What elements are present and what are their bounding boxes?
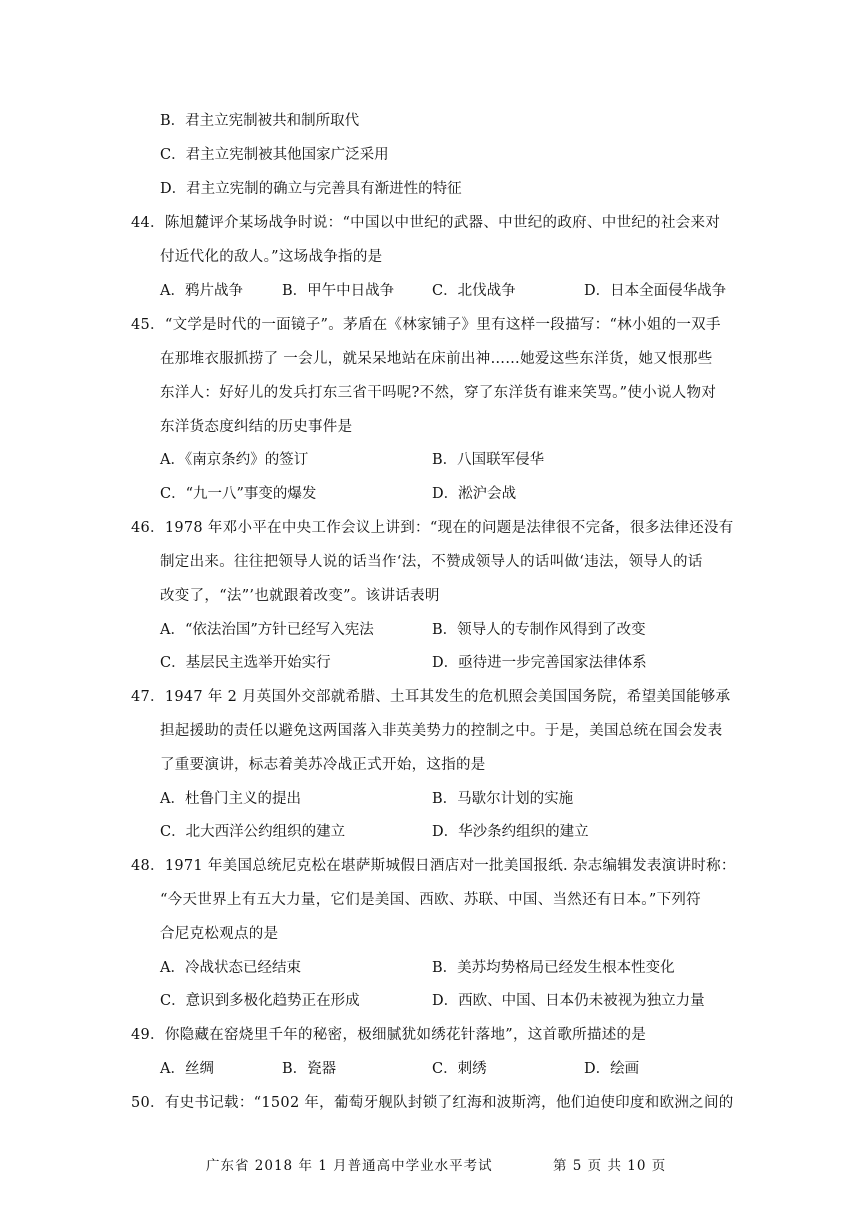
q49-option-d: D．绘画: [584, 1061, 640, 1077]
q47-stem-line-2: 担起援助的责任以避免这两国落入非英美势力的控制之中。于是，美国总统在国会发表: [160, 723, 723, 739]
q47-option-b: B．马歇尔计划的实施: [432, 791, 574, 807]
q44-option-c: C．北伐战争: [432, 283, 516, 299]
q48-option-c: C．意识到多极化趋势正在形成: [160, 993, 360, 1009]
q45-stem-line-3: 东洋人：好好儿的发兵打东三省干吗呢?不然，穿了东洋货有谁来笑骂。”使小说人物对: [160, 385, 717, 401]
q46-option-c: C．基层民主选举开始实行: [160, 655, 331, 671]
q44-stem-line-2: 付近代化的敌人。”这场战争指的是: [160, 249, 383, 265]
q44-option-a: A．鸦片战争: [160, 283, 243, 299]
q45-stem-line-2: 在那堆衣服抓捞了 一会儿，就呆呆地站在床前出神……她爱这些东洋货，她又恨那些: [160, 351, 713, 367]
q43-option-d: D．君主立宪制的确立与完善具有渐进性的特征: [160, 181, 462, 197]
q44-option-d: D．日本全面侵华战争: [584, 283, 727, 299]
q47-stem-line-1: 47．1947 年 2 月英国外交部就希腊、土耳其发生的危机照会美国国务院，希望美国能够承: [131, 689, 731, 705]
q45-option-c: C．“九一八”事变的爆发: [160, 486, 317, 502]
q46-option-b: B．领导人的专制作风得到了改变: [432, 622, 646, 638]
q44-option-b: B．甲午中日战争: [282, 283, 395, 299]
q47-option-c: C．北大西洋公约组织的建立: [160, 824, 346, 840]
footer-exam-title: 广东省 2018 年 1 月普通高中学业水平考试: [206, 1158, 493, 1174]
q47-option-d: D．华沙条约组织的建立: [432, 824, 589, 840]
q46-option-d: D．亟待进一步完善国家法律体系: [432, 655, 647, 671]
q48-option-a: A．冷战状态已经结束: [160, 960, 301, 976]
q49-option-b: B．瓷器: [282, 1061, 337, 1077]
q47-stem-line-3: 了重要演讲，标志着美苏冷战正式开始，这指的是: [160, 757, 486, 773]
q45-stem-line-4: 东洋货态度纠结的历史事件是: [160, 419, 353, 435]
q46-option-a: A．“依法治国”方针已经写入宪法: [160, 622, 374, 638]
q45-option-a: A．《南京条约》的签订: [160, 452, 309, 468]
q43-option-c: C．君主立宪制被其他国家广泛采用: [160, 147, 389, 163]
q48-option-b: B．美苏均势格局已经发生根本性变化: [432, 960, 675, 976]
q48-stem-line-1: 48．1971 年美国总统尼克松在堪萨斯城假日酒店对一批美国报纸. 杂志编辑发表演讲时称：: [131, 858, 736, 874]
q45-option-d: D．淞沪会战: [432, 486, 517, 502]
q50-stem-line-1: 50．有史书记载：“1502 年，葡萄牙舰队封锁了红海和波斯湾，他们迫使印度和欧洲之间的: [131, 1095, 734, 1111]
q49-option-a: A．丝绸: [160, 1061, 214, 1077]
q47-option-a: A．杜鲁门主义的提出: [160, 791, 301, 807]
q44-stem-line-1: 44．陈旭麓评介某场战争时说：“中国以中世纪的武器、中世纪的政府、中世纪的社会来对: [131, 215, 721, 231]
q46-stem-line-3: 改变了，“法”’也就跟着改变”。该讲话表明: [160, 588, 440, 604]
footer-page-number: 第 5 页 共 10 页: [553, 1158, 667, 1174]
q46-stem-line-2: 制定出来。往往把领导人说的话当作‘法，不赞成领导人的话叫做‘违法，领导人的话: [160, 554, 703, 570]
q45-stem-line-1: 45．“文学是时代的一面镜子”。茅盾在《林家铺子》里有这样一段描写：“林小姐的一双手: [131, 317, 721, 333]
q45-option-b: B．八国联军侵华: [432, 452, 545, 468]
q49-option-c: C．刺绣: [432, 1061, 487, 1077]
q48-stem-line-3: 合尼克松观点的是: [160, 926, 279, 942]
q49-stem-line-1: 49．你隐藏在窑烧里千年的秘密，极细腻犹如绣花针落地”，这首歌所描述的是: [131, 1027, 647, 1043]
q48-option-d: D．西欧、中国、日本仍未被视为独立力量: [432, 993, 705, 1009]
q48-stem-line-2: “今天世界上有五大力量，它们是美国、西欧、苏联、中国、当然还有日本。”下列符: [160, 892, 701, 908]
q46-stem-line-1: 46．1978 年邓小平在中央工作会议上讲到：“现在的问题是法律很不完备，很多法律还没有: [131, 520, 734, 536]
q43-option-b: B．君主立宪制被共和制所取代: [160, 113, 360, 129]
